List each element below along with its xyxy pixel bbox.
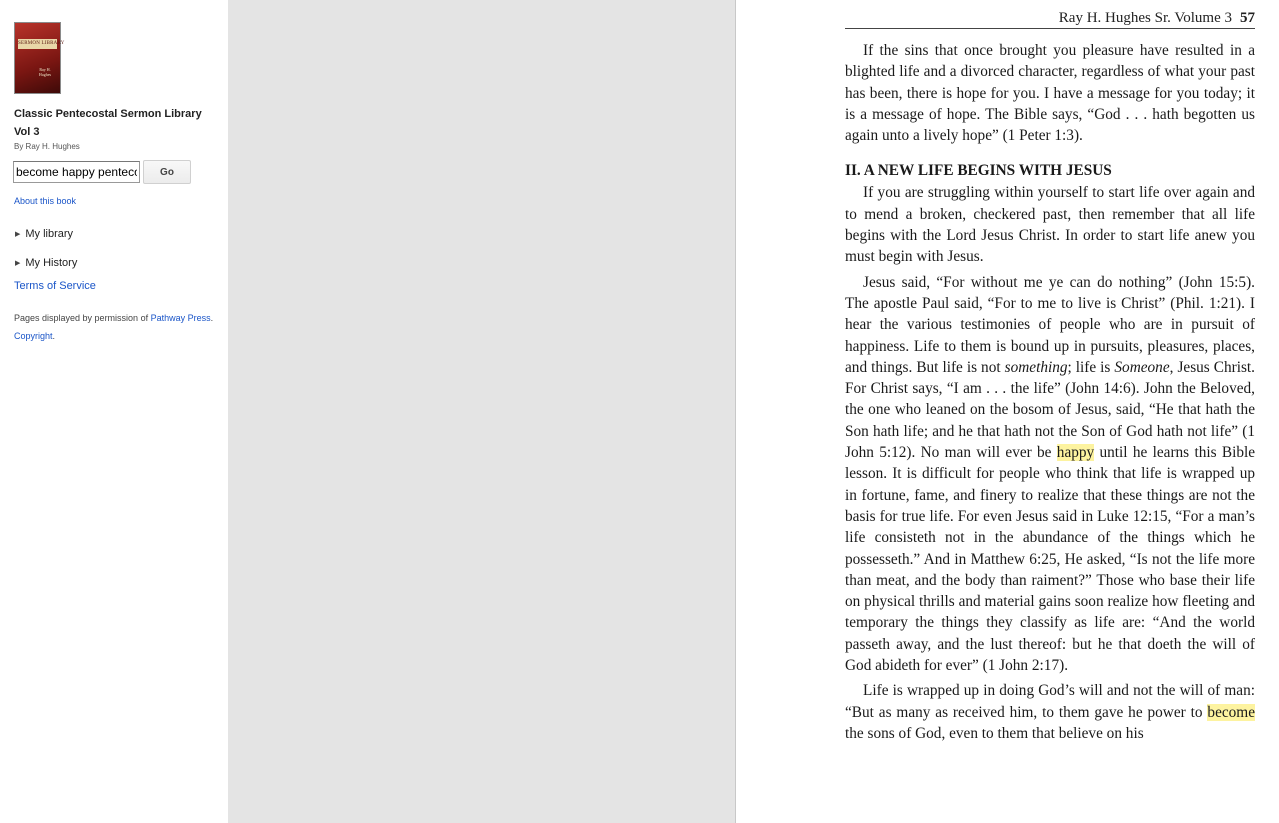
- search-in-book-input[interactable]: [13, 161, 140, 183]
- search-hit-highlight: become: [1207, 703, 1255, 721]
- page-running-header: [845, 0, 1255, 29]
- my-history-nav[interactable]: [15, 257, 77, 269]
- publisher-link[interactable]: Pathway Press: [150, 313, 211, 323]
- about-this-book-link[interactable]: About this book: [14, 196, 77, 206]
- copyright-link[interactable]: Copyright: [14, 331, 53, 341]
- permission-prefix: Pages displayed by permission of: [14, 313, 151, 323]
- go-button[interactable]: Go: [143, 160, 191, 184]
- paragraph-3-text: ; life is: [1067, 358, 1115, 376]
- page-number: 57: [1240, 10, 1255, 26]
- paragraph-3: [845, 272, 1255, 677]
- triangle-right-icon: ▶: [15, 260, 21, 267]
- sidebar: [0, 0, 228, 823]
- cover-author-text: Ray H. Hughes: [38, 67, 52, 77]
- page-body: [845, 40, 1255, 748]
- my-library-label: My library: [25, 228, 74, 240]
- my-history-label: My History: [25, 257, 78, 269]
- book-title: Classic Pentecostal Sermon Library Vol 3: [14, 108, 202, 138]
- terms-of-service-link[interactable]: Terms of Service: [14, 280, 96, 292]
- paragraph-4: [845, 680, 1255, 744]
- paragraph-2: If you are struggling within yourself to start life over again and to mend a broken, checkered past, then remember that all life begins with the Lord Jesus Christ. In order to start life anew you must begin with Jesus.: [845, 184, 1255, 266]
- running-header-text: Ray H. Hughes Sr. Volume 3: [1058, 10, 1232, 26]
- viewer-gutter: [228, 0, 736, 823]
- paragraph-3-text: , Jesus Christ. For Christ says, “I am . . . the life” (John 14:6). John the Beloved, the one who leaned on the bosom of Jesus, said, “He that hath the Son hath life; and he that hath not the Son of God hath not life” (1 John 5:12). No man will ever be: [845, 358, 1255, 462]
- book-page[interactable]: [736, 0, 1279, 823]
- my-library-nav[interactable]: [15, 228, 73, 240]
- permission-end: .: [52, 331, 56, 341]
- paragraph-3-italic: something: [1004, 358, 1068, 376]
- paragraph-3-italic: Someone: [1114, 358, 1170, 376]
- book-cover-image[interactable]: [14, 22, 65, 94]
- cover-band-text: SERMON LIBRARY: [18, 39, 57, 49]
- paragraph-4-text: the sons of God, even to them that believe on his: [845, 724, 1144, 742]
- section-heading: II. A NEW LIFE BEGINS WITH JESUS: [845, 162, 1112, 180]
- paragraph-1: If the sins that once brought you pleasure have resulted in a blighted life and a divorced character, regardless of what your past has been, there is hope for you. I have a message for you today; it is a message of hope. The Bible says, “God . . . hath begotten us again unto a lively hope” (1 Peter 1:3).: [845, 42, 1255, 145]
- permission-period: .: [210, 313, 214, 323]
- permission-notice: [14, 309, 214, 345]
- paragraph-3-text: until he learns this Bible lesson. It is difficult for people who think that life is wrapped up in fortune, fame, and finery to realize that these things are not the basis for true life. For even Jesus said in Luke 12:15, “For a man’s life consisteth not in the abundance of the things which he possesseth.” And in Matthew 6:25, He asked, “Is not the life more than meat, and the body than raiment?” Those who base their life on physical thrills and material gains soon realize how fleeting and temporary the things they classify as life are: “And the world passeth away, and the lust thereof: but he that doeth the will of God abideth for ever” (1 John 2:17).: [845, 444, 1256, 675]
- triangle-right-icon: ▶: [15, 231, 21, 238]
- search-hit-highlight: happy: [1056, 444, 1095, 462]
- book-author: By Ray H. Hughes: [14, 142, 80, 151]
- paragraph-3-text: Jesus said, “For without me ye can do nothing” (John 15:5). The apostle Paul said, “For to me to live is Christ” (Phil. 1:21). I hear the various testimonies of people who are in pursuit of happiness. Life to them is bound up in pursuits, pleasures, places, and things. But life is not: [845, 273, 1255, 376]
- paragraph-4-text: Life is wrapped up in doing God’s will and not the will of man: “But as many as received him, to them gave he power to: [845, 682, 1255, 721]
